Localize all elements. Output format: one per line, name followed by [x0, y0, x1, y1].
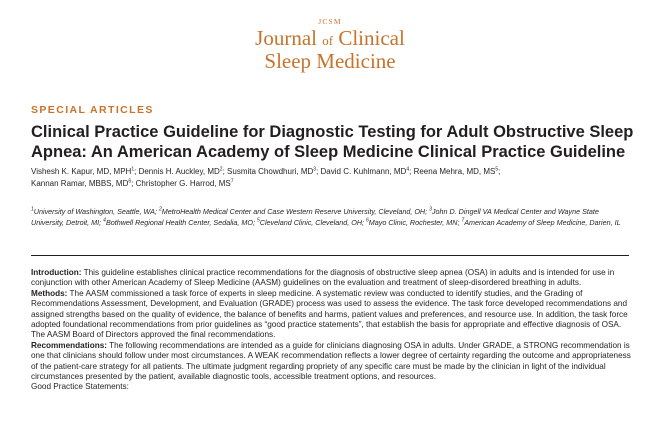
author-name: David C. Kuhlmann, MD: [320, 167, 407, 176]
affiliation-number: 3: [429, 206, 432, 213]
author-affiliation-mark: 5: [495, 166, 499, 173]
journal-word-journal: Journal: [255, 26, 317, 50]
affiliation-text: Bothwell Regional Health Center, Sedalia, MO;: [105, 218, 257, 227]
affiliation-number: 4: [103, 217, 106, 224]
affiliation-number: 5: [256, 217, 260, 224]
author: Dennis H. Auckley, $MD^2$;: [138, 166, 228, 176]
affiliation-text: Cleveland Clinic, Cleveland, OH;: [259, 218, 367, 227]
author: Susmita Chowdhuri, $MD^3$;: [227, 166, 321, 176]
author: David C. Kuhlmann, $MD^4$;: [320, 166, 414, 176]
author-list: [31, 166, 631, 189]
author: [136, 179, 234, 188]
author-name: Vishesh K. Kapur, MD, MPH: [31, 167, 132, 176]
abstract-introduction: [31, 268, 631, 289]
author-name: Kannan Ramar, MBBS, MD: [31, 178, 129, 188]
abstract-text-methods: The AASM commissioned a task force of experts in sleep medicine. A systematic review was conducted to identify studies, and the Grading of Recommendations Assessment, Development, and Evaluation (GRADE) process was used to assess the evidence. The task force developed recommendations and assigned strengths based on the quality of evidence, the balance of benefits and harms, patient values and preferences, and resource use. In addition, the task force adopted foundational recommendations from prior guidelines as “good practice statements”, that establish the basis for appropriate and effective diagnosis of OSA. The AASM Board of Directors approved the final recommendations.: [31, 288, 628, 340]
header-divider: [31, 255, 629, 256]
journal-word-clinical: Clinical: [338, 26, 405, 50]
author-name: Dennis H. Auckley, MD: [138, 167, 220, 176]
abstract-methods: [31, 289, 631, 341]
abstract-text-introduction: This guideline establishes clinical practice recommendations for the diagnosis of obstructive sleep apnea (OSA) in adults and is intended for use in conjunction with other American Academy of Sleep Medicine (AASM) guidelines on the evaluation and treatment of sleep-disordered breathing in adults.: [31, 268, 615, 288]
affiliation-number: 2: [158, 206, 162, 213]
author-name: Reena Mehra, MD, MS: [413, 167, 496, 176]
journal-word-of: of: [322, 33, 334, 48]
abstract-label-methods: Methods:: [31, 288, 68, 298]
abstract-text-recommendations: The following recommendations are intended as a guide for clinicians diagnosing OSA in adults. Under GRADE, a STRONG recommendation is one that clinicians should follow under most circumstances. A WEAK recommendation reflects a lower degree of certainty regarding the outcome and appropriateness of the patient-care strategy for all patients. The ultimate judgment regarding propriety of any specific care must be made by the clinician in light of the individual circumstances presented by the patient, available diagnostic tools, accessible treatment options, and resources.: [31, 340, 631, 382]
affiliation-text: Mayo Clinic, Rochester, MN;: [368, 218, 462, 227]
affiliation-text: University of Washington, Seattle, WA;: [33, 207, 159, 216]
article-title: Clinical Practice Guideline for Diagnostic Testing for Adult Obstructive Sleep Apnea: An American Academy of Sleep Medicine Clinical Practice Guideline: [31, 123, 634, 161]
journal-name-line2: Sleep Medicine: [264, 49, 396, 73]
abstract-label-recommendations: Recommendations:: [31, 340, 107, 350]
author: Vishesh K. Kapur, MD, MPH$^1$;: [31, 166, 139, 176]
author-affiliation-mark: 4: [406, 166, 410, 173]
journal-abbrev: JCSM: [318, 17, 342, 26]
abstract-recommendations: [31, 341, 631, 383]
section-label: SPECIAL ARTICLES: [31, 104, 154, 116]
author-affiliation-mark: 6: [128, 177, 132, 184]
author-affiliation-mark: 2: [219, 166, 223, 173]
affiliation-number: 6: [366, 217, 369, 224]
abstract-label-introduction: Introduction:: [31, 268, 82, 277]
affiliation-number: 1: [31, 206, 34, 213]
affiliation-number: 7: [461, 217, 465, 224]
affiliation-text: MetroHealth Medical Center and Case Western Reserve University, Cleveland, OH;: [161, 207, 430, 216]
author-affiliation-mark: 7: [230, 177, 234, 184]
abstract-label-good-practice: Good Practice Statements:: [31, 382, 129, 392]
affiliation-text: John D. Dingell VA Medical Center and Wayne State University, Detroit, MI;: [31, 207, 599, 227]
journal-masthead: [0, 0, 660, 80]
author: Reena Mehra, MD, $MS^5$;: [413, 166, 501, 176]
author-affiliation-mark: 1: [131, 166, 135, 173]
author-affiliation-mark: 3: [313, 166, 317, 173]
author-name: Christopher G. Harrod, MS: [135, 178, 231, 188]
author: Kannan Ramar, MBBS, $MD^6$;: [31, 177, 136, 188]
affiliation-list: [31, 206, 631, 228]
abstract: [31, 268, 631, 393]
author-name: Susmita Chowdhuri, MD: [227, 167, 314, 176]
abstract-good-practice: [31, 382, 631, 392]
affiliation-text: American Academy of Sleep Medicine, Darien, IL: [464, 218, 621, 227]
